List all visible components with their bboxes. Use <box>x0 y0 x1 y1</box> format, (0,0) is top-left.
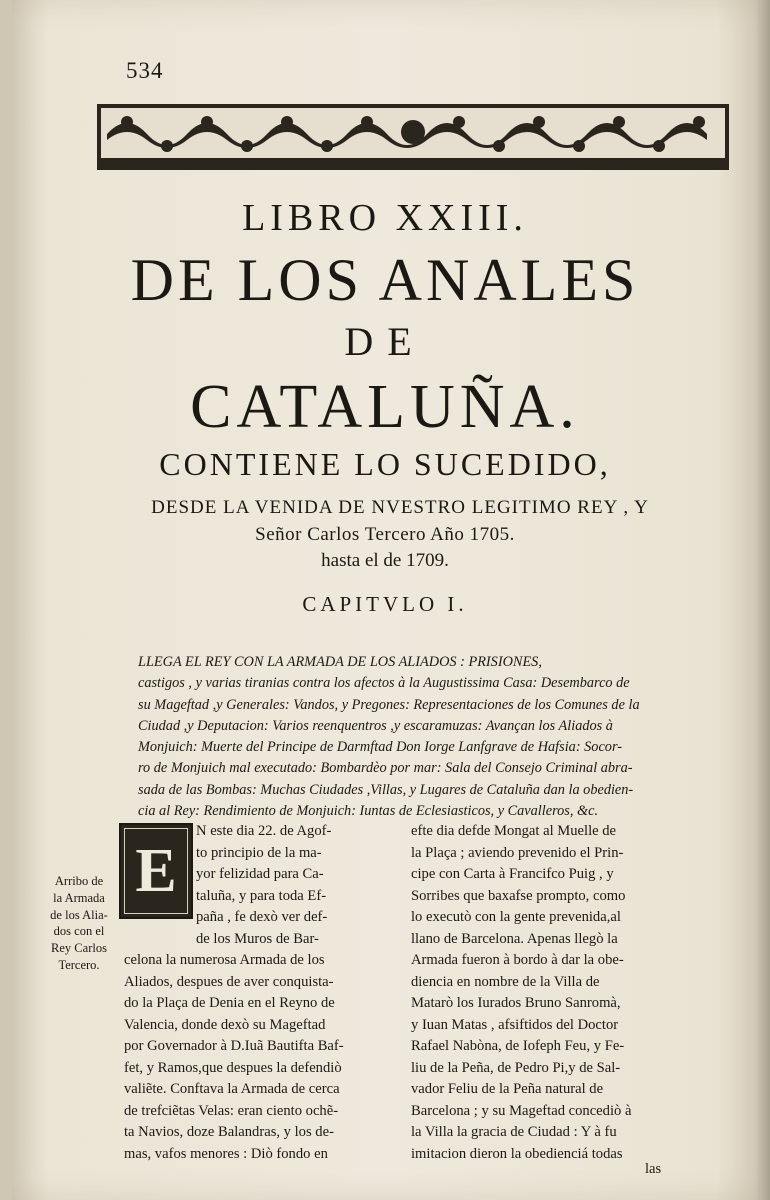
until-line: hasta el de 1709. <box>321 550 449 571</box>
margin-note <box>40 873 118 974</box>
text-line: la Plaça ; aviendo prevenido el Prin- <box>411 844 624 861</box>
drop-cap-letter: E <box>135 836 177 905</box>
title-line-1: DE LOS ANALES <box>130 247 640 313</box>
text-line: Rafael Nabòna, de Iofeph Feu, y Fe- <box>411 1038 625 1054</box>
chapter-summary <box>138 652 686 822</box>
text-line: diencia en nombre de la Villa de <box>411 973 600 990</box>
left-column <box>124 950 392 1165</box>
summary-line: cia al Rey: Rendimiento de Monjuich: Iuntas de Eclesiasticos, y Cavalleros, &c. <box>138 803 599 820</box>
text-line: llano de Barcelona. Apenas llegò la <box>411 930 618 947</box>
text-line: cipe con Carta à Francifco Puig , y <box>411 866 614 882</box>
text-line: mas, vafos menores : Diò fondo en <box>124 1145 328 1162</box>
text-line: y Iuan Matas , afsiftidos del Doctor <box>411 1016 619 1033</box>
left-column-beside-cap <box>196 821 394 950</box>
text-line: to principio de la ma- <box>196 844 322 861</box>
margin-note-line: dos con el <box>53 924 105 939</box>
title-line-3: CATALUÑA. <box>190 373 580 441</box>
page-number: 534 <box>126 58 164 83</box>
contains-heading: CONTIENE LO SUCEDIDO, <box>159 446 611 482</box>
page-edge-shadow <box>756 0 770 1200</box>
text-line: ta Navios, doze Balandras, y los de- <box>124 1124 334 1140</box>
text-line: Armada fueron à bordo à dar la obe- <box>411 952 624 968</box>
summary-line: sada de las Bombas: Muchas Ciudades ,Villas, y Lugares de Cataluña dan la obedien- <box>138 781 634 798</box>
summary-line: Ciudad ,y Deputacion: Varios reenquentros ,y escaramuzas: Avançan los Aliados à <box>138 717 613 734</box>
text-line: efte dia defde Mongat al Muelle de <box>411 823 617 839</box>
margin-note-line: de los Alia- <box>50 907 108 922</box>
summary-line: castigos , y varias tiranias contra los afectos à la Augustissima Casa: Desembarco de <box>138 675 630 692</box>
text-line: por Governador à D.Iuã Bautifta Baf- <box>124 1038 344 1054</box>
text-line: Valencia, donde dexò su Mageftad <box>124 1016 326 1033</box>
margin-note-line: Rey Carlos <box>51 941 107 956</box>
summary-line: ro de Monjuich mal executado: Bombardèo por mar: Sala del Consejo Criminal abra- <box>138 760 633 777</box>
text-line: lo executò con la gente prevenida,al <box>411 909 621 925</box>
right-column <box>411 821 689 1165</box>
text-line: yor felizidad para Ca- <box>196 866 324 882</box>
summary-line: LLEGA EL REY CON LA ARMADA DE LOS ALIADOS : PRISIONES, <box>138 654 542 670</box>
lord-line: Señor Carlos Tercero Año 1705. <box>255 524 515 545</box>
text-line: imitacion dieron la obedienciá todas <box>411 1145 623 1162</box>
title-line-2: DE <box>344 319 426 364</box>
text-line: fet, y Ramos,que despues la defendiò <box>124 1059 342 1076</box>
text-line: la Villa la gracia de Ciudad : Y à fu <box>411 1124 617 1140</box>
text-line: de los Muros de Bar- <box>196 930 319 947</box>
decorative-headpiece-icon <box>97 104 729 170</box>
text-line: Aliados, despues de aver conquista- <box>124 973 334 990</box>
drop-cap <box>119 823 193 919</box>
summary-line: Monjuich: Muerte del Principe de Darmftad Don Iorge Lanfgrave de Hafsia: Socor- <box>138 739 622 756</box>
summary-line: su Mageftad ,y Generales: Vandos, y Pregones: Representaciones de los Comunes de la <box>138 696 640 713</box>
margin-note-line: Arribo de <box>54 874 104 888</box>
margin-note-line: Tercero. <box>58 957 100 972</box>
since-line: DESDE LA VENIDA DE NVESTRO LEGITIMO REY , Y <box>151 497 649 518</box>
text-line: Barcelona ; y su Mageftad concediò à <box>411 1102 632 1119</box>
text-line: valiẽte. Conftava la Armada de cerca <box>124 1081 340 1097</box>
text-line: vador Feliu de la Peña natural de <box>411 1081 604 1097</box>
text-line: celona la numerosa Armada de los <box>124 952 325 968</box>
text-line: N este dia 22. de Agof- <box>196 823 332 839</box>
text-line: Sorribes que baxafse prompto, como <box>411 887 626 904</box>
text-line: de trefciẽtas Velas: eran ciento ochẽ- <box>124 1102 339 1119</box>
text-line: taluña, y para toda Ef- <box>196 887 327 904</box>
text-line: liu de la Peña, de Pedro Pi,y de Sal- <box>411 1059 621 1076</box>
text-line: do la Plaça de Denia en el Reyno de <box>124 995 335 1011</box>
catchword: las <box>645 1161 662 1177</box>
chapter-heading: CAPITVLO I. <box>302 592 468 616</box>
margin-note-line: la Armada <box>53 890 105 905</box>
text-line: Matarò los Iurados Bruno Sanromà, <box>411 995 621 1011</box>
text-line: paña , fe dexò ver def- <box>196 909 328 925</box>
book-number: LIBRO XXIII. <box>242 197 528 239</box>
